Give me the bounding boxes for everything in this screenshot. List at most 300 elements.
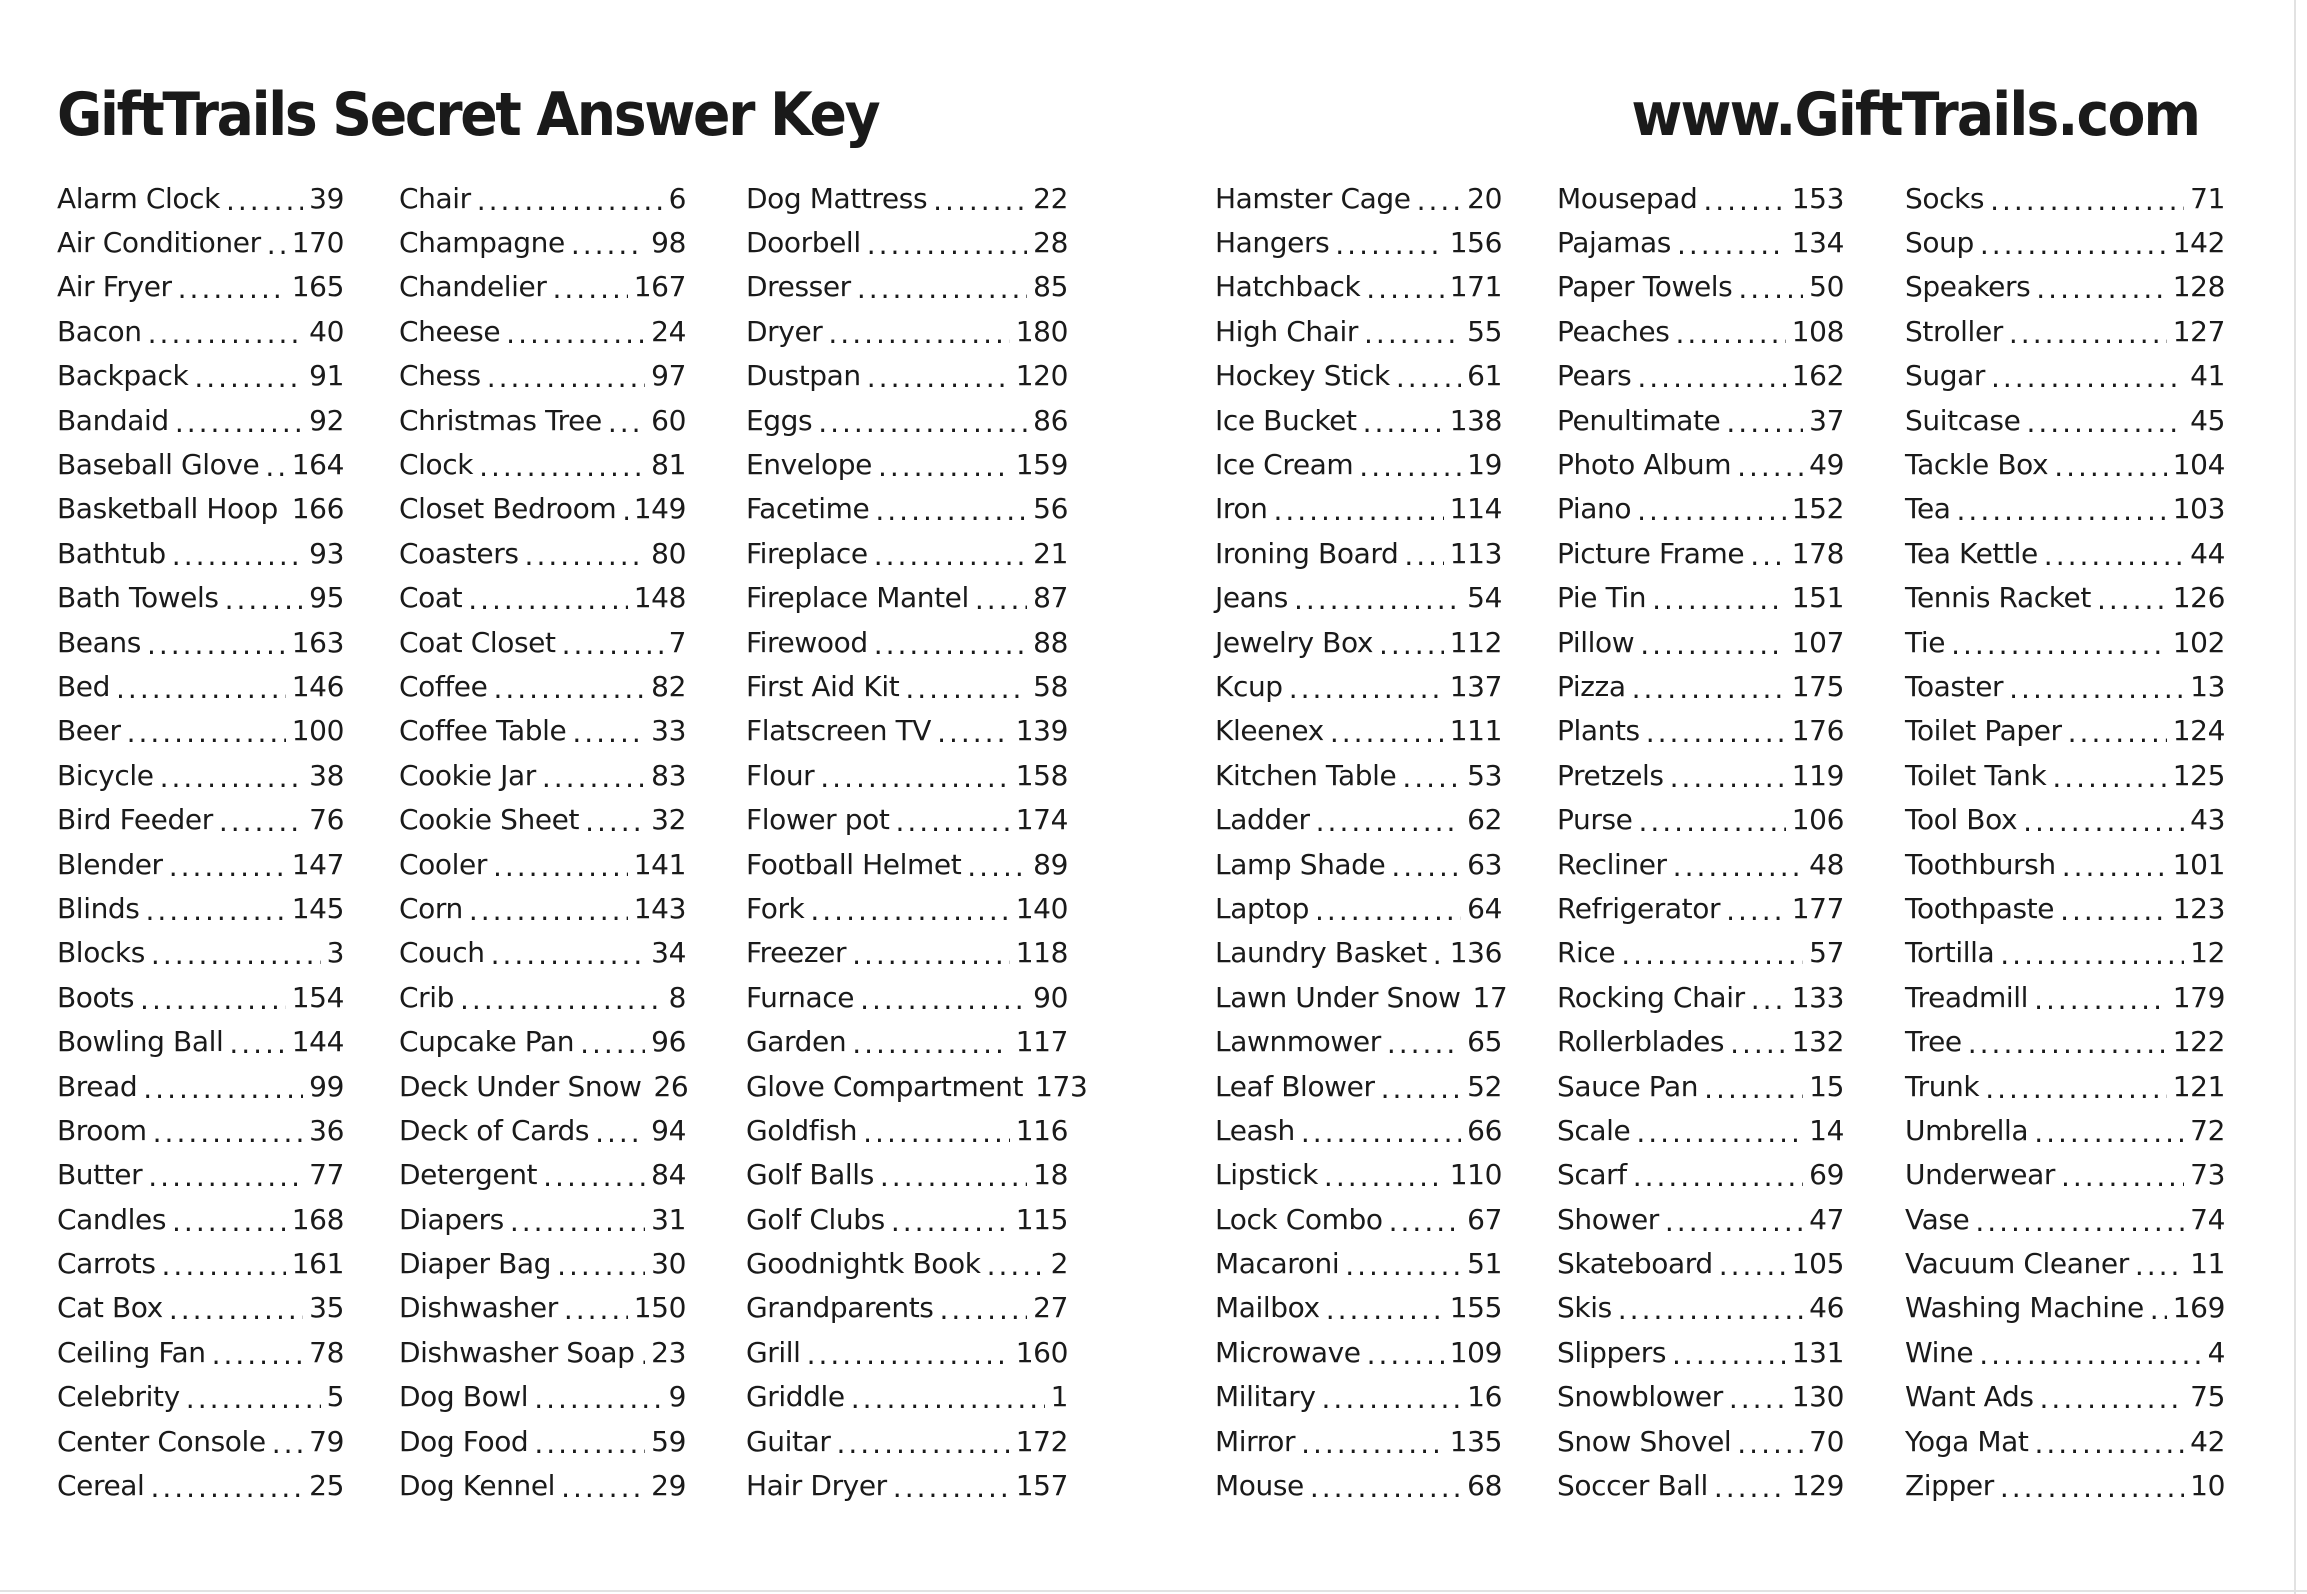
answer-entry <box>1557 931 1844 975</box>
answer-entry <box>1905 487 2225 531</box>
answer-entry <box>1215 1286 1502 1330</box>
answer-entry <box>746 220 1068 264</box>
dot-leader <box>148 317 304 350</box>
item-name: Cookie Sheet <box>399 803 580 837</box>
answer-entry <box>57 1019 344 1063</box>
item-number: 41 <box>2190 359 2225 393</box>
item-number: 20 <box>1467 181 1502 215</box>
answer-entry <box>1557 1375 1844 1419</box>
dot-leader <box>219 805 303 838</box>
item-name: Deck of Cards <box>399 1113 590 1147</box>
dot-leader <box>1404 539 1443 572</box>
item-name: Rollerblades <box>1557 1025 1725 1059</box>
answer-entry <box>1557 398 1844 442</box>
dot-leader <box>226 184 303 217</box>
item-number: 40 <box>309 314 344 348</box>
item-number: 78 <box>309 1335 344 1369</box>
answer-entry <box>57 1419 344 1463</box>
answer-entry <box>746 1375 1068 1419</box>
item-number: 153 <box>1791 181 1844 215</box>
dot-leader <box>1714 1471 1786 1504</box>
dot-leader <box>2060 894 2167 927</box>
item-number: 176 <box>1791 714 1844 748</box>
item-number: 160 <box>1015 1335 1068 1369</box>
item-number: 84 <box>651 1158 686 1192</box>
item-number: 146 <box>291 669 344 703</box>
dot-leader <box>1719 1249 1786 1282</box>
dot-leader <box>836 1427 1009 1460</box>
dot-leader <box>874 539 1027 572</box>
dot-leader <box>1315 894 1461 927</box>
dot-leader <box>2097 583 2167 616</box>
item-number: 102 <box>2172 625 2225 659</box>
item-name: Coffee <box>399 669 488 703</box>
item-name: Beer <box>57 714 121 748</box>
item-number: 99 <box>309 1069 344 1103</box>
dot-leader <box>553 272 628 305</box>
dot-leader <box>1985 1072 2167 1105</box>
dot-leader <box>1381 1072 1462 1105</box>
dot-leader <box>1979 1338 2201 1371</box>
answer-entry <box>1905 1153 2225 1197</box>
answer-entry <box>57 265 344 309</box>
answer-entry <box>399 265 686 309</box>
answer-entry <box>746 1153 1068 1197</box>
item-number: 74 <box>2190 1202 2225 1236</box>
answer-entry <box>57 176 344 220</box>
item-name: Jewelry Box <box>1215 625 1374 659</box>
dot-leader <box>2009 672 2184 705</box>
item-number: 125 <box>2172 758 2225 792</box>
dot-leader <box>1326 1293 1444 1326</box>
dot-leader <box>284 494 286 527</box>
item-number: 110 <box>1449 1158 1502 1192</box>
dot-leader <box>194 361 303 394</box>
answer-entry <box>1905 709 2225 753</box>
item-number: 122 <box>2172 1025 2225 1059</box>
item-number: 175 <box>1791 669 1844 703</box>
item-number: 162 <box>1791 359 1844 393</box>
item-name: Clock <box>399 448 474 482</box>
dot-leader <box>874 628 1027 661</box>
answer-entry <box>746 1463 1068 1507</box>
answer-entry <box>1905 1019 2225 1063</box>
dot-leader <box>140 983 286 1016</box>
dot-leader <box>468 583 628 616</box>
item-number: 39 <box>309 181 344 215</box>
answer-entry <box>1905 753 2225 797</box>
answer-entry <box>1557 220 1844 264</box>
dot-leader <box>1980 228 2167 261</box>
answer-entry <box>399 1153 686 1197</box>
item-number: 112 <box>1449 625 1502 659</box>
item-name: Suitcase <box>1905 403 2021 437</box>
item-number: 28 <box>1033 226 1068 260</box>
answer-entry <box>57 886 344 930</box>
item-number: 21 <box>1033 536 1068 570</box>
item-number: 121 <box>2172 1069 2225 1103</box>
item-name: Hamster Cage <box>1215 181 1411 215</box>
item-name: First Aid Kit <box>746 669 900 703</box>
item-name: Hair Dryer <box>746 1469 887 1503</box>
item-name: Kleenex <box>1215 714 1324 748</box>
item-number: 63 <box>1467 847 1502 881</box>
answer-entry <box>1905 354 2225 398</box>
answer-entry <box>57 398 344 442</box>
item-number: 174 <box>1015 803 1068 837</box>
dot-leader <box>1726 894 1786 927</box>
dot-leader <box>1289 672 1444 705</box>
item-name: Diapers <box>399 1202 504 1236</box>
answer-entry <box>746 1330 1068 1374</box>
answer-entry <box>1557 797 1844 841</box>
item-number: 92 <box>309 403 344 437</box>
dot-leader <box>477 184 663 217</box>
item-number: 172 <box>1015 1424 1068 1458</box>
dot-leader <box>2054 450 2167 483</box>
dot-leader <box>1751 983 1786 1016</box>
dot-leader <box>1638 805 1785 838</box>
dot-leader <box>1335 228 1443 261</box>
dot-leader <box>542 761 645 794</box>
dot-leader <box>1991 361 2184 394</box>
item-name: Broom <box>57 1113 147 1147</box>
item-number: 3 <box>326 936 344 970</box>
item-name: Want Ads <box>1905 1380 2034 1414</box>
answer-entry <box>1905 398 2225 442</box>
answer-entry <box>1557 664 1844 708</box>
dot-leader <box>1637 494 1786 527</box>
answer-entry <box>1557 842 1844 886</box>
answer-entry <box>746 1241 1068 1285</box>
dot-leader <box>1737 1427 1803 1460</box>
answer-entry <box>1215 398 1502 442</box>
answer-entry <box>1215 975 1508 1019</box>
item-name: Carrots <box>57 1247 156 1281</box>
item-name: Rice <box>1557 936 1616 970</box>
answer-entry <box>57 1286 344 1330</box>
dot-leader <box>1990 184 2184 217</box>
answer-entry <box>57 576 344 620</box>
answer-entry <box>57 1153 344 1197</box>
item-number: 130 <box>1791 1380 1844 1414</box>
dot-leader <box>1951 628 2167 661</box>
answer-entry <box>399 664 686 708</box>
answer-entry <box>57 620 344 664</box>
dot-leader <box>148 1160 303 1193</box>
answer-entry <box>1215 753 1502 797</box>
dot-leader <box>1729 1382 1786 1415</box>
dot-leader <box>1330 716 1444 749</box>
item-number: 71 <box>2190 181 2225 215</box>
answer-entry <box>1557 1019 1844 1063</box>
item-name: Pajamas <box>1557 226 1671 260</box>
answer-entry <box>399 398 686 442</box>
answer-entry <box>1905 931 2225 975</box>
item-name: Recliner <box>1557 847 1667 881</box>
item-number: 177 <box>1791 891 1844 925</box>
item-number: 47 <box>1809 1202 1844 1236</box>
dot-leader <box>820 761 1009 794</box>
answer-entry <box>399 620 686 664</box>
dot-leader <box>851 1382 1045 1415</box>
item-number: 1 <box>1050 1380 1068 1414</box>
answer-entry <box>399 1064 689 1108</box>
item-number: 171 <box>1449 270 1502 304</box>
item-number: 131 <box>1791 1335 1844 1369</box>
dot-leader <box>1379 628 1444 661</box>
item-name: Champagne <box>399 226 565 260</box>
dot-leader <box>2000 938 2184 971</box>
item-name: Closet Bedroom <box>399 492 617 526</box>
item-number: 31 <box>651 1202 686 1236</box>
dot-leader <box>818 406 1027 439</box>
item-name: Deck Under Snow <box>399 1069 642 1103</box>
item-number: 67 <box>1467 1202 1502 1236</box>
item-number: 141 <box>633 847 686 881</box>
dot-leader <box>162 1249 286 1282</box>
website-url: www.GiftTrails.com <box>1631 80 2199 150</box>
item-number: 106 <box>1791 803 1844 837</box>
item-number: 6 <box>668 181 686 215</box>
item-number: 90 <box>1033 980 1068 1014</box>
item-number: 37 <box>1809 403 1844 437</box>
item-number: 95 <box>309 581 344 615</box>
item-name: Tea Kettle <box>1905 536 2038 570</box>
dot-leader <box>460 983 663 1016</box>
answer-entry <box>399 531 686 575</box>
item-number: 151 <box>1791 581 1844 615</box>
item-name: Plants <box>1557 714 1640 748</box>
item-number: 164 <box>291 448 344 482</box>
dot-leader <box>1665 1205 1803 1238</box>
page-title: GiftTrails Secret Answer Key <box>57 80 879 150</box>
answer-entry <box>57 1241 344 1285</box>
answer-entry <box>1905 1330 2225 1374</box>
dot-leader <box>272 1427 303 1460</box>
answer-entry <box>399 931 686 975</box>
item-name: Beans <box>57 625 141 659</box>
answer-entry <box>57 664 344 708</box>
item-number: 50 <box>1809 270 1844 304</box>
answer-entry <box>1215 576 1502 620</box>
item-number: 135 <box>1449 1424 1502 1458</box>
item-name: Vacuum Cleaner <box>1905 1247 2129 1281</box>
dot-leader <box>622 494 628 527</box>
item-name: Flower pot <box>746 803 890 837</box>
item-name: Mirror <box>1215 1424 1296 1458</box>
item-number: 144 <box>291 1025 344 1059</box>
answer-entry <box>746 398 1068 442</box>
dot-leader <box>1273 494 1443 527</box>
dot-leader <box>1621 938 1803 971</box>
item-name: Candles <box>57 1202 167 1236</box>
answer-entry <box>1557 1286 1844 1330</box>
item-name: Lamp Shade <box>1215 847 1386 881</box>
item-name: Trunk <box>1905 1069 1980 1103</box>
dot-leader <box>852 1027 1010 1060</box>
dot-leader <box>172 1205 286 1238</box>
dot-leader <box>2023 805 2184 838</box>
item-name: Glove Compartment <box>746 1069 1024 1103</box>
item-name: Grill <box>746 1335 801 1369</box>
dot-leader <box>169 850 286 883</box>
answer-entry <box>746 354 1068 398</box>
item-name: Dishwasher <box>399 1291 558 1325</box>
item-name: Slippers <box>1557 1335 1667 1369</box>
dot-leader <box>2062 850 2167 883</box>
item-name: Pillow <box>1557 625 1635 659</box>
dot-leader <box>1396 361 1461 394</box>
item-name: Washing Machine <box>1905 1291 2144 1325</box>
answer-entry <box>1557 531 1844 575</box>
item-number: 57 <box>1809 936 1844 970</box>
page-edge-right <box>2294 0 2296 1594</box>
dot-leader <box>172 539 303 572</box>
item-number: 104 <box>2172 448 2225 482</box>
dot-leader <box>893 1471 1010 1504</box>
answer-entry <box>399 442 686 486</box>
item-number: 123 <box>2172 891 2225 925</box>
answer-entry <box>746 1108 1068 1152</box>
dot-leader <box>2026 406 2184 439</box>
answer-entry <box>1215 1330 1502 1374</box>
dot-leader <box>1652 583 1786 616</box>
item-name: Penultimate <box>1557 403 1721 437</box>
answer-entry <box>1215 842 1502 886</box>
answer-entry <box>746 709 1068 753</box>
answer-entry <box>1557 265 1844 309</box>
item-name: High Chair <box>1215 314 1359 348</box>
item-name: Stroller <box>1905 314 2003 348</box>
answer-entry <box>746 931 1068 975</box>
dot-leader <box>267 228 286 261</box>
answer-entry <box>746 1197 1068 1241</box>
answer-entry <box>1215 1463 1502 1507</box>
item-number: 64 <box>1467 891 1502 925</box>
dot-leader <box>506 317 645 350</box>
answer-entry <box>1905 886 2225 930</box>
item-name: Shower <box>1557 1202 1659 1236</box>
item-name: Bird Feeder <box>57 803 213 837</box>
dot-leader <box>175 406 303 439</box>
item-number: 134 <box>1791 226 1844 260</box>
item-name: Golf Clubs <box>746 1202 885 1236</box>
item-name: Bread <box>57 1069 138 1103</box>
answer-entry <box>1557 1419 1844 1463</box>
dot-leader <box>1672 1338 1786 1371</box>
item-name: Treadmill <box>1905 980 2029 1014</box>
answer-entry <box>746 842 1068 886</box>
item-number: 129 <box>1791 1469 1844 1503</box>
dot-leader <box>150 1471 303 1504</box>
answer-entry <box>746 1419 1068 1463</box>
item-number: 55 <box>1467 314 1502 348</box>
item-name: Mouse <box>1215 1469 1304 1503</box>
item-name: Sauce Pan <box>1557 1069 1699 1103</box>
answer-entry <box>1557 620 1844 664</box>
item-number: 137 <box>1449 669 1502 703</box>
dot-leader <box>1704 1072 1803 1105</box>
item-name: Snowblower <box>1557 1380 1723 1414</box>
dot-leader <box>1677 228 1786 261</box>
item-number: 12 <box>2190 936 2225 970</box>
item-name: Hatchback <box>1215 270 1361 304</box>
item-name: Dog Mattress <box>746 181 928 215</box>
answer-entry <box>1905 1419 2225 1463</box>
dot-leader <box>534 1382 662 1415</box>
answer-entry <box>57 975 344 1019</box>
item-name: Yoga Mat <box>1905 1424 2029 1458</box>
dot-leader <box>212 1338 304 1371</box>
answer-entry <box>399 797 686 841</box>
answer-entry <box>1215 1375 1502 1419</box>
item-name: Corn <box>399 891 463 925</box>
item-number: 73 <box>2190 1158 2225 1192</box>
item-number: 114 <box>1449 492 1502 526</box>
answer-entry <box>1557 309 1844 353</box>
item-name: Soup <box>1905 226 1974 260</box>
answer-entry <box>57 220 344 264</box>
dot-leader <box>1366 272 1443 305</box>
item-name: Alarm Clock <box>57 181 220 215</box>
answer-entry <box>399 1463 686 1507</box>
item-name: Cookie Jar <box>399 758 536 792</box>
dot-leader <box>2000 1471 2184 1504</box>
item-number: 132 <box>1791 1025 1844 1059</box>
dot-leader <box>2135 1249 2184 1282</box>
item-number: 5 <box>326 1380 344 1414</box>
dot-leader <box>1968 1027 2167 1060</box>
item-number: 96 <box>651 1025 686 1059</box>
item-name: Ironing Board <box>1215 536 1399 570</box>
dot-leader <box>878 450 1010 483</box>
item-number: 58 <box>1033 669 1068 703</box>
dot-leader <box>2036 272 2166 305</box>
answer-entry <box>1905 309 2225 353</box>
answer-entry <box>57 1108 344 1152</box>
answer-column-4 <box>1215 176 1508 1508</box>
item-name: Soccer Ball <box>1557 1469 1708 1503</box>
dot-leader <box>1345 1249 1461 1282</box>
answer-entry <box>399 709 686 753</box>
item-number: 22 <box>1033 181 1068 215</box>
item-name: Dishwasher Soap <box>399 1335 635 1369</box>
dot-leader <box>987 1249 1045 1282</box>
item-number: 152 <box>1791 492 1844 526</box>
answer-entry <box>746 265 1068 309</box>
dot-leader <box>1387 1027 1461 1060</box>
answer-entry <box>1905 1463 2225 1507</box>
item-name: Tackle Box <box>1905 448 2049 482</box>
dot-leader <box>1670 761 1786 794</box>
dot-leader <box>1389 1205 1462 1238</box>
item-name: Coat <box>399 581 463 615</box>
item-name: Laundry Basket <box>1215 936 1427 970</box>
answer-entry <box>1215 1064 1502 1108</box>
item-number: 105 <box>1791 1247 1844 1281</box>
dot-leader <box>1316 805 1462 838</box>
item-number: 180 <box>1015 314 1068 348</box>
item-number: 4 <box>2207 1335 2225 1369</box>
item-name: Dog Bowl <box>399 1380 529 1414</box>
item-name: Coat Closet <box>399 625 556 659</box>
item-number: 115 <box>1015 1202 1068 1236</box>
dot-leader <box>1402 761 1461 794</box>
item-number: 30 <box>651 1247 686 1281</box>
answer-entry <box>1905 1241 2225 1285</box>
item-name: Peaches <box>1557 314 1670 348</box>
